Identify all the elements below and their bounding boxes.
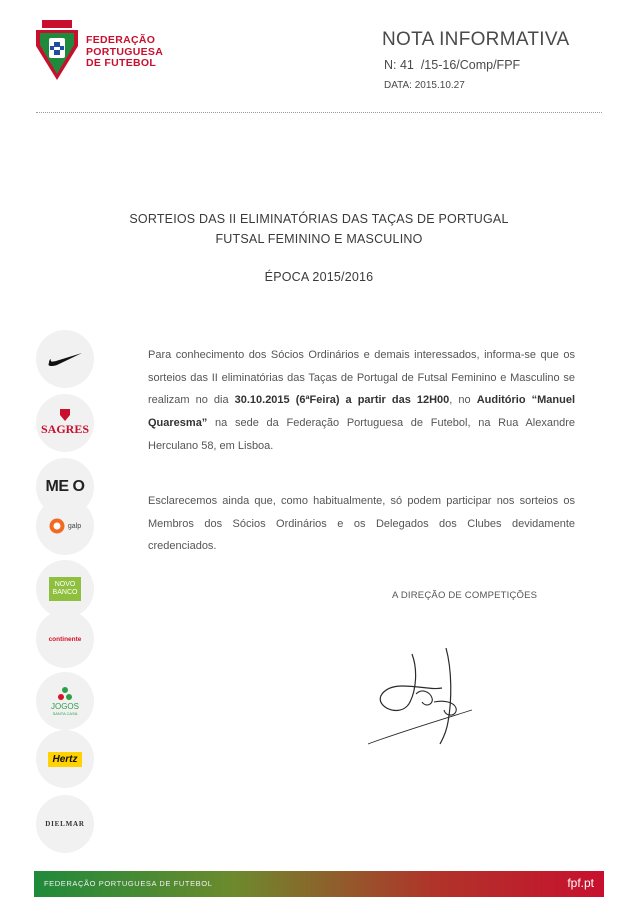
p1-venue: Auditório “Manuel Quaresma”	[148, 394, 575, 430]
sponsor-continente-text: continente	[48, 635, 82, 643]
sponsor-galp-text: galp	[67, 522, 82, 530]
footer-bar	[34, 871, 604, 897]
sponsor-dielmar-text: DIELMAR	[45, 820, 85, 828]
sponsor-sagres-text: SAGRES	[40, 422, 90, 436]
paragraph-1	[148, 344, 575, 458]
doc-date: DATA: 2015.10.27	[384, 80, 465, 91]
doc-title: NOTA INFORMATIVA	[382, 29, 570, 50]
footer-website: fpf.pt	[567, 876, 594, 890]
signoff: A DIREÇÃO DE COMPETIÇÕES	[392, 590, 538, 601]
fpf-crest-logo	[36, 20, 78, 82]
federation-name	[86, 35, 163, 70]
sponsor-galp-logo	[36, 497, 94, 555]
p1-text-c: , no	[449, 394, 477, 407]
sponsor-jogos-text-2: SANTA CASA	[52, 711, 78, 716]
federation-name-line-3: DE FUTEBOL	[86, 57, 157, 69]
federation-name-line-1: FEDERAÇÃO	[86, 34, 156, 46]
sponsor-jogos-logo	[36, 672, 94, 730]
sponsor-nike-logo	[36, 330, 94, 388]
sponsor-jogos-text-1: JOGOS	[50, 702, 79, 711]
sponsor-novo-banco-text-1: NOVO	[54, 581, 76, 588]
p1-date: 30.10.2015 (6ªFeira)	[234, 394, 340, 407]
title-line-1: SORTEIOS DAS II ELIMINATÓRIAS DAS TAÇAS DE PORTUGAL	[129, 212, 509, 226]
sponsor-hertz-logo	[36, 730, 94, 788]
sponsor-dielmar-logo	[36, 795, 94, 853]
season-title: ÉPOCA 2015/2016	[264, 270, 374, 284]
footer-federation-name: FEDERAÇÃO PORTUGUESA DE FUTEBOL	[44, 879, 213, 888]
sponsor-meo-text: ME O	[45, 478, 85, 495]
sponsor-novo-banco-text-2: BANCO	[52, 589, 78, 596]
header-divider	[36, 112, 602, 113]
sponsor-sagres-logo	[36, 394, 94, 452]
sponsor-hertz-text: Hertz	[48, 752, 81, 767]
title-line-2: FUTSAL FEMININO E MASCULINO	[215, 232, 423, 246]
p1-time: a partir das 12H00	[339, 394, 450, 407]
sponsor-continente-logo	[36, 610, 94, 668]
p1-text-d: na sede da Federação Portuguesa de Futebol, na Rua Alexandre Herculano 58, em Lisboa.	[148, 417, 575, 452]
p1-text-a: Para conhecimento dos Sócios Ordinários e demais interessados, informa-se que os sorteios das II eliminatórias das Taças de Portugal de Futsal Feminino e Masculino se realizam no dia	[148, 349, 575, 407]
sponsor-novo-banco-badge	[49, 577, 81, 601]
federation-name-line-2: PORTUGUESA	[86, 45, 164, 58]
paragraph-2: Esclarecemos ainda que, como habitualmente, só podem participar nos sorteios os Membros dos Sócios Ordinários e os Delegados dos Clubes devidamente credenciados.	[148, 495, 575, 553]
doc-number: N: 41 /15-16/Comp/FPF	[384, 58, 521, 72]
signature-image	[360, 640, 500, 750]
